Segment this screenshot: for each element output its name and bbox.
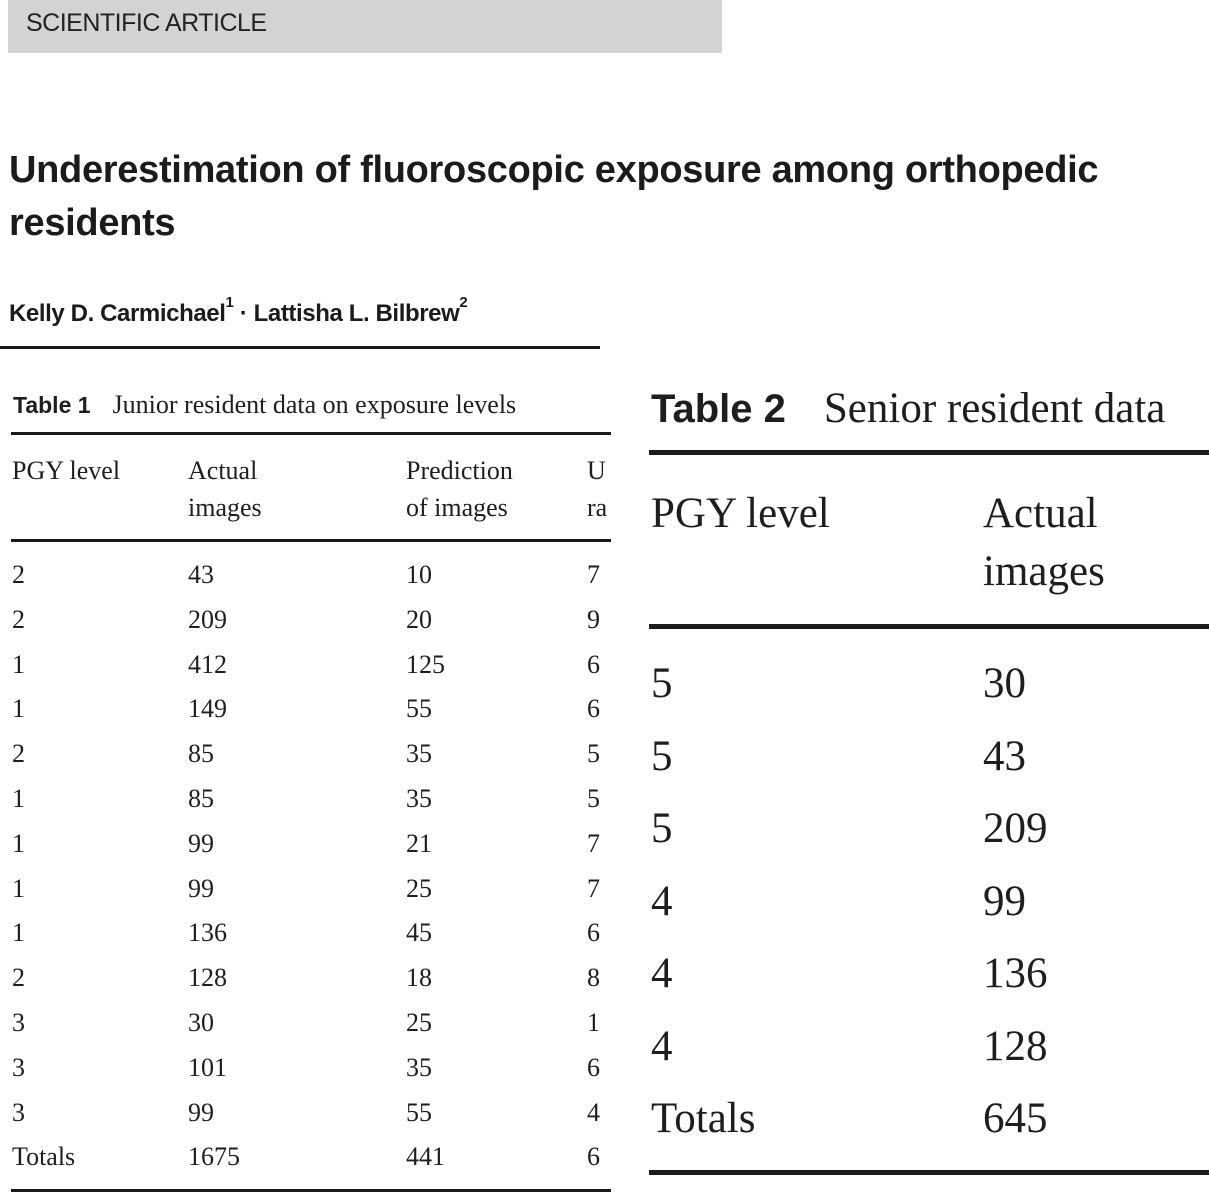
table-cell: 5 (587, 739, 600, 769)
column-header (406, 452, 513, 526)
author-name[interactable]: Lattisha L. Bilbrew (253, 300, 460, 327)
table-1-caption (13, 390, 516, 420)
table-cell: 25 (406, 873, 432, 903)
table-cell: 7 (587, 560, 600, 589)
column-header-line: images (983, 548, 1105, 595)
table-cell: 6 (587, 649, 600, 679)
table-cell: 2 (12, 963, 25, 993)
table-2-caption-text: Senior resident data (823, 385, 1166, 432)
table-cell: 5 (587, 784, 600, 813)
table-cell: 4 (651, 877, 673, 925)
table-cell: 85 (188, 784, 214, 813)
table-cell: 6 (587, 694, 600, 724)
table-2-caption (651, 384, 1165, 433)
column-header (983, 485, 1105, 601)
table-cell: 20 (406, 604, 432, 634)
table-2 (600, 350, 1200, 1200)
table-1-caption-text: Junior resident data on exposure levels (112, 390, 517, 419)
table-cell: 125 (406, 649, 445, 679)
table-cell: 1 (587, 1008, 600, 1037)
table-cell: Totals (651, 1095, 756, 1142)
table-cell: 10 (406, 560, 432, 589)
author-affiliation: 1 (225, 294, 234, 311)
table-cell: 3 (12, 1052, 25, 1082)
table-2-label: Table 2 (651, 387, 786, 431)
table-cell: 2 (12, 604, 25, 634)
table-1-top-rule (11, 432, 611, 435)
section-label: SCIENTIFIC ARTICLE (26, 9, 267, 37)
table-cell: 1 (12, 649, 25, 679)
table-cell: 30 (983, 660, 1026, 707)
table-cell: 2 (12, 560, 25, 589)
table-cell: Totals (12, 1142, 76, 1172)
table-cell: 99 (188, 1097, 214, 1127)
table-cell: 6 (587, 918, 600, 948)
author-name[interactable]: Kelly D. Carmichael (9, 300, 226, 327)
table-cell: 35 (406, 784, 432, 813)
column-header (188, 452, 262, 526)
column-header (12, 452, 120, 489)
table-1-label: Table 1 (13, 392, 91, 418)
column-header-line: images (188, 493, 262, 522)
table-cell: 209 (983, 805, 1048, 852)
table-cell: 35 (406, 739, 432, 769)
table-cell: 1 (12, 784, 25, 813)
author-separator: · (239, 300, 248, 327)
table-cell: 6 (587, 1052, 600, 1082)
table-cell: 4 (587, 1097, 600, 1127)
table-cell: 55 (406, 1097, 432, 1127)
table-cell: 136 (983, 950, 1048, 997)
table-cell: 4 (651, 950, 673, 997)
table-2-top-rule (649, 450, 1209, 455)
table-cell: 7 (587, 873, 600, 903)
table-cell: 43 (983, 732, 1026, 780)
table-cell: 149 (188, 694, 227, 724)
table-cell: 99 (983, 877, 1026, 925)
table-cell: 25 (406, 1008, 432, 1037)
column-header-line: PGY level (12, 456, 121, 485)
table-cell: 1 (12, 873, 25, 903)
table-cell: 7 (587, 828, 600, 858)
table-cell: 2 (12, 739, 25, 769)
table-cell: 30 (188, 1008, 214, 1037)
table-cell: 101 (188, 1052, 227, 1082)
table-1-bottom-rule (11, 1189, 611, 1192)
table-cell: 441 (406, 1142, 445, 1172)
table-cell: 45 (406, 918, 432, 948)
table-cell: 3 (12, 1097, 25, 1127)
table-cell: 99 (188, 828, 214, 858)
table-2-bottom-rule (649, 1170, 1209, 1175)
column-header (651, 485, 830, 543)
table-2-header-rule (649, 624, 1209, 629)
table-cell: 99 (188, 873, 214, 903)
table-cell: 209 (188, 604, 227, 634)
table-cell: 8 (587, 963, 600, 993)
table-cell: 3 (12, 1008, 25, 1037)
table-cell: 5 (651, 805, 673, 852)
article-title: Underestimation of fluoroscopic exposure among orthopedic residents (9, 149, 1099, 244)
table-cell: 5 (651, 660, 673, 707)
table-cell: 128 (188, 963, 227, 993)
column-header-line: U (587, 456, 606, 485)
table-cell: 6 (587, 1142, 600, 1172)
column-header-line: Actual (983, 490, 1098, 537)
table-cell: 1 (12, 828, 25, 858)
column-header-line: PGY level (651, 490, 830, 537)
table-cell: 9 (587, 604, 600, 634)
column-header-line: Actual (188, 456, 258, 485)
table-1-header-rule (11, 539, 611, 542)
column-header-line: of images (406, 493, 508, 522)
table-cell: 645 (983, 1095, 1048, 1142)
table-cell: 21 (406, 828, 432, 858)
table-cell: 128 (983, 1022, 1048, 1070)
table-cell: 35 (406, 1052, 432, 1082)
table-cell: 5 (651, 732, 673, 780)
column-header-line: ra (587, 493, 608, 522)
table-cell: 43 (188, 560, 214, 589)
table-cell: 412 (188, 649, 227, 679)
table-cell: 55 (406, 694, 432, 724)
table-cell: 136 (188, 918, 227, 948)
table-cell: 18 (406, 963, 432, 993)
column-header-line: Prediction (406, 456, 513, 485)
table-cell: 1 (12, 694, 25, 724)
table-cell: 1 (12, 918, 25, 948)
table-cell: 4 (651, 1022, 673, 1070)
author-affiliation: 2 (459, 294, 468, 311)
table-cell: 85 (188, 739, 214, 769)
table-cell: 1675 (188, 1142, 240, 1172)
